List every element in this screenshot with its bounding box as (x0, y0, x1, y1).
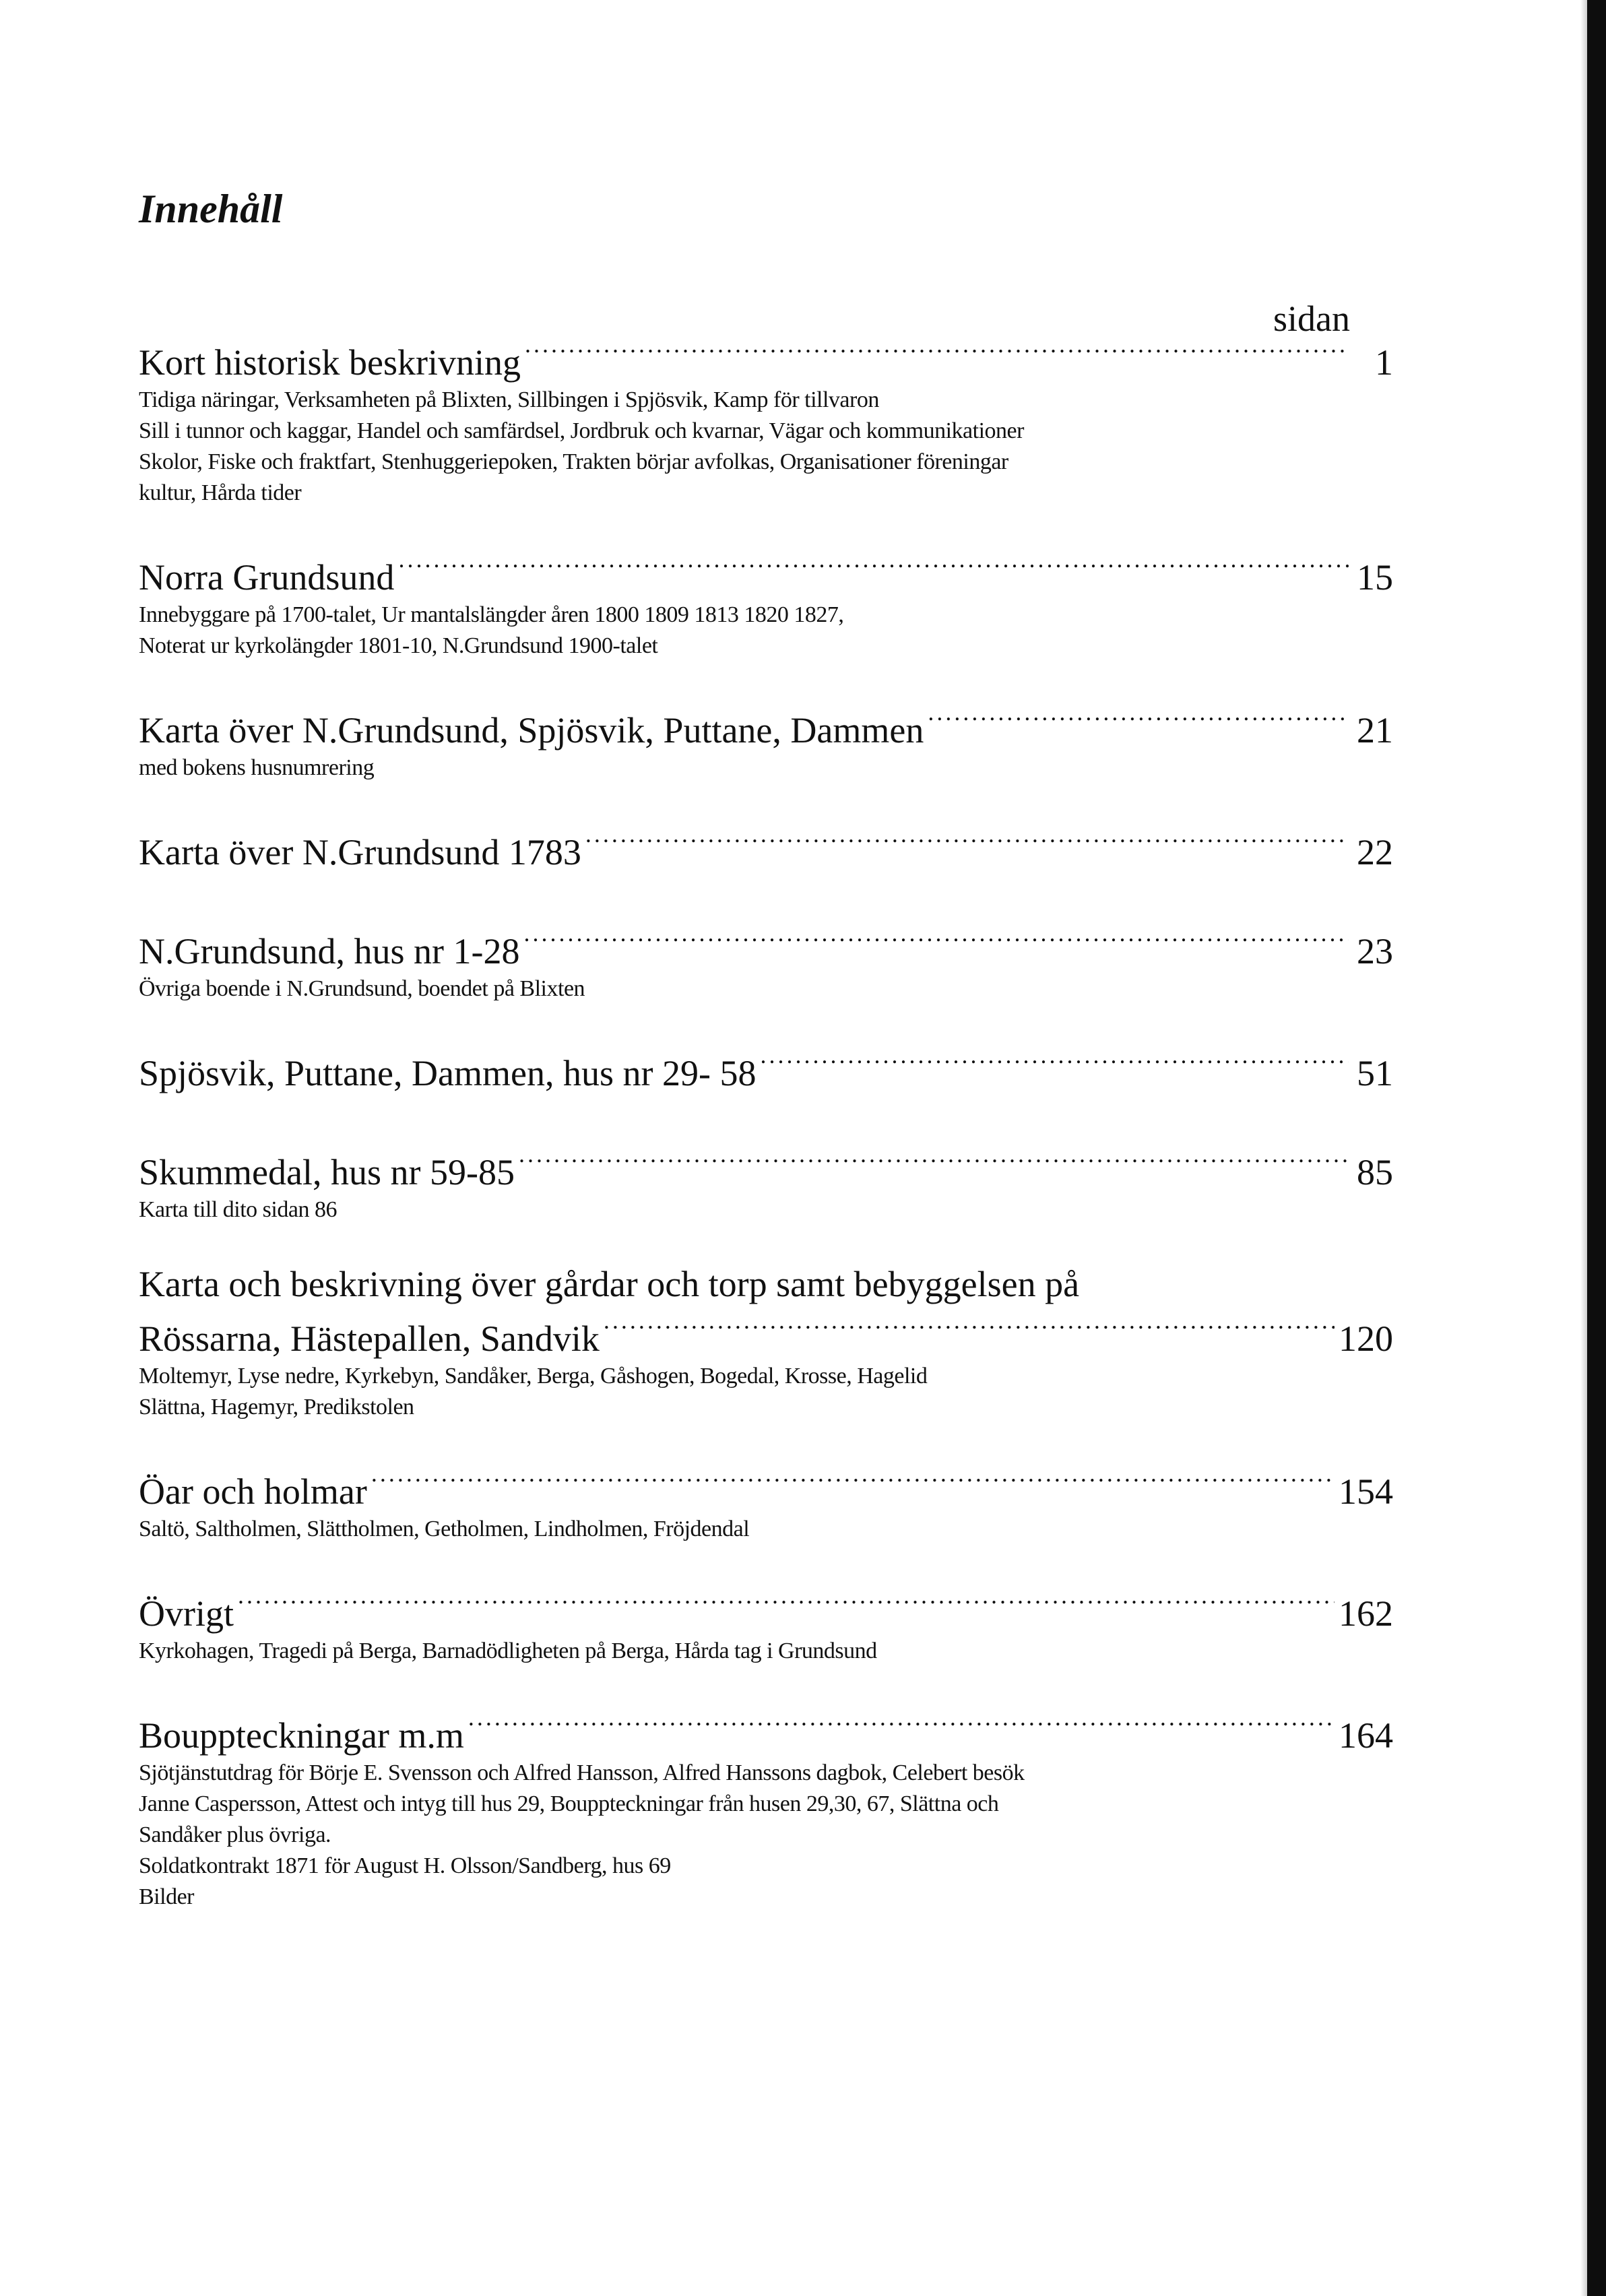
toc-heading-first-line: Karta och beskrivning över gårdar och torp samt bebyggelsen på (139, 1264, 1080, 1304)
toc-subtopics: Slättna, Hagemyr, Predikstolen (139, 1395, 414, 1420)
toc-entry (139, 545, 1393, 662)
toc-page-number: 51 (1357, 1053, 1393, 1093)
toc-subtopics: Karta till dito sidan 86 (139, 1197, 337, 1222)
toc-heading-row (139, 1041, 1393, 1095)
toc-page-number: 22 (1357, 832, 1393, 872)
toc-subtopics: med bokens husnumrering (139, 755, 375, 780)
toc-page (139, 182, 1393, 1909)
toc-subtopics: Skolor, Fiske och fraktfart, Stenhuggeriepoken, Trakten börjar avfolkas, Organisationer föreningar (139, 449, 1008, 474)
toc-page-number: 23 (1357, 931, 1393, 971)
toc-subtopics: Sjötjänstutdrag för Börje E. Svensson och Alfred Hansson, Alfred Hanssons dagbok, Celebert besök (139, 1760, 1025, 1785)
toc-heading: Karta över N.Grundsund, Spjösvik, Puttane, Dammen (139, 710, 924, 751)
toc-heading: Kort historisk beskrivning (139, 342, 521, 383)
toc-subtopics: Sill i tunnor och kaggar, Handel och samfärdsel, Jordbruk och kvarnar, Vägar och kommunikationer (139, 418, 1024, 443)
toc-subtopics: Sandåker plus övriga. (139, 1822, 331, 1847)
toc-heading-row (139, 1459, 1393, 1514)
toc-subtopics: kultur, Hårda tider (139, 480, 302, 505)
toc-heading: Övrigt (139, 1593, 234, 1634)
toc-list (139, 330, 1393, 1949)
dot-leader (371, 1459, 1335, 1504)
toc-entry (139, 1703, 1393, 1913)
toc-heading: Bouppteckningar m.m (139, 1715, 464, 1756)
toc-subtopics: Soldatkontrakt 1871 för August H. Olsson/Sandberg, hus 69 (139, 1853, 671, 1878)
toc-heading-row (139, 1140, 1393, 1194)
toc-subtopics: Övriga boende i N.Grundsund, boendet på Blixten (139, 976, 585, 1001)
toc-heading-row (139, 1703, 1393, 1758)
toc-subtopics: Bilder (139, 1884, 194, 1909)
toc-page-number: 15 (1357, 557, 1393, 598)
dot-leader (398, 545, 1349, 589)
toc-heading-row (139, 698, 1393, 753)
toc-entry (139, 1581, 1393, 1667)
toc-subtopics: Moltemyr, Lyse nedre, Kyrkebyn, Sandåker, Berga, Gåshogen, Bogedal, Krosse, Hagelid (139, 1364, 928, 1389)
dot-leader (468, 1703, 1335, 1748)
toc-heading-row (139, 545, 1393, 600)
dot-leader (585, 820, 1349, 864)
toc-heading: Skummedal, hus nr 59-85 (139, 1152, 515, 1192)
toc-subtopics: Noterat ur kyrkolängder 1801-10, N.Grundsund 1900-talet (139, 633, 658, 658)
scan-edge (1587, 0, 1606, 2296)
dot-leader (604, 1306, 1335, 1351)
toc-entry (139, 698, 1393, 784)
toc-heading-row (139, 919, 1393, 974)
toc-page-number: 120 (1339, 1318, 1393, 1359)
dot-leader (519, 1140, 1349, 1184)
toc-heading: N.Grundsund, hus nr 1-28 (139, 931, 520, 971)
toc-heading: Karta över N.Grundsund 1783 (139, 832, 581, 872)
toc-heading-row (139, 820, 1393, 874)
toc-heading: Norra Grundsund (139, 557, 395, 598)
toc-heading: Spjösvik, Puttane, Dammen, hus nr 29- 58 (139, 1053, 757, 1093)
toc-entry (139, 1459, 1393, 1545)
toc-heading: Rössarna, Hästepallen, Sandvik (139, 1318, 600, 1359)
toc-page-number: 162 (1339, 1593, 1393, 1634)
dot-leader (238, 1581, 1335, 1626)
toc-subtopics: Saltö, Saltholmen, Slättholmen, Getholmen, Lindholmen, Fröjdendal (139, 1517, 750, 1541)
dot-leader (928, 698, 1349, 742)
toc-entry (139, 820, 1393, 874)
toc-page-number: 21 (1357, 710, 1393, 751)
page-column-label: sidan (1273, 298, 1350, 339)
scan-edge-shadow (1580, 0, 1587, 2296)
toc-heading-row (139, 1306, 1393, 1361)
toc-subtopics: Innebyggare på 1700-talet, Ur mantalslängder åren 1800 1809 1813 1820 1827, (139, 602, 844, 627)
toc-subtopics: Janne Caspersson, Attest och intyg till hus 29, Bouppteckningar från husen 29,30, 67, Slättna och (139, 1791, 999, 1816)
toc-page-number: 1 (1375, 342, 1393, 383)
page-title: Innehåll (139, 187, 283, 231)
toc-heading-row (139, 330, 1393, 385)
dot-leader (523, 919, 1349, 963)
toc-heading: Öar och holmar (139, 1471, 367, 1512)
toc-entry (139, 919, 1393, 1004)
toc-page-number: 85 (1357, 1152, 1393, 1192)
dot-leader (525, 330, 1349, 375)
toc-entry (139, 1140, 1393, 1225)
toc-subtopics: Tidiga näringar, Verksamheten på Blixten, Sillbingen i Spjösvik, Kamp för tillvaron (139, 387, 879, 412)
dot-leader (760, 1041, 1349, 1085)
toc-entry (139, 1262, 1393, 1423)
toc-heading-row (139, 1581, 1393, 1636)
toc-page-number: 154 (1339, 1471, 1393, 1512)
toc-subtopics: Kyrkohagen, Tragedi på Berga, Barnadödligheten på Berga, Hårda tag i Grundsund (139, 1638, 877, 1663)
toc-entry (139, 330, 1393, 509)
toc-entry (139, 1041, 1393, 1095)
toc-page-number: 164 (1339, 1715, 1393, 1756)
